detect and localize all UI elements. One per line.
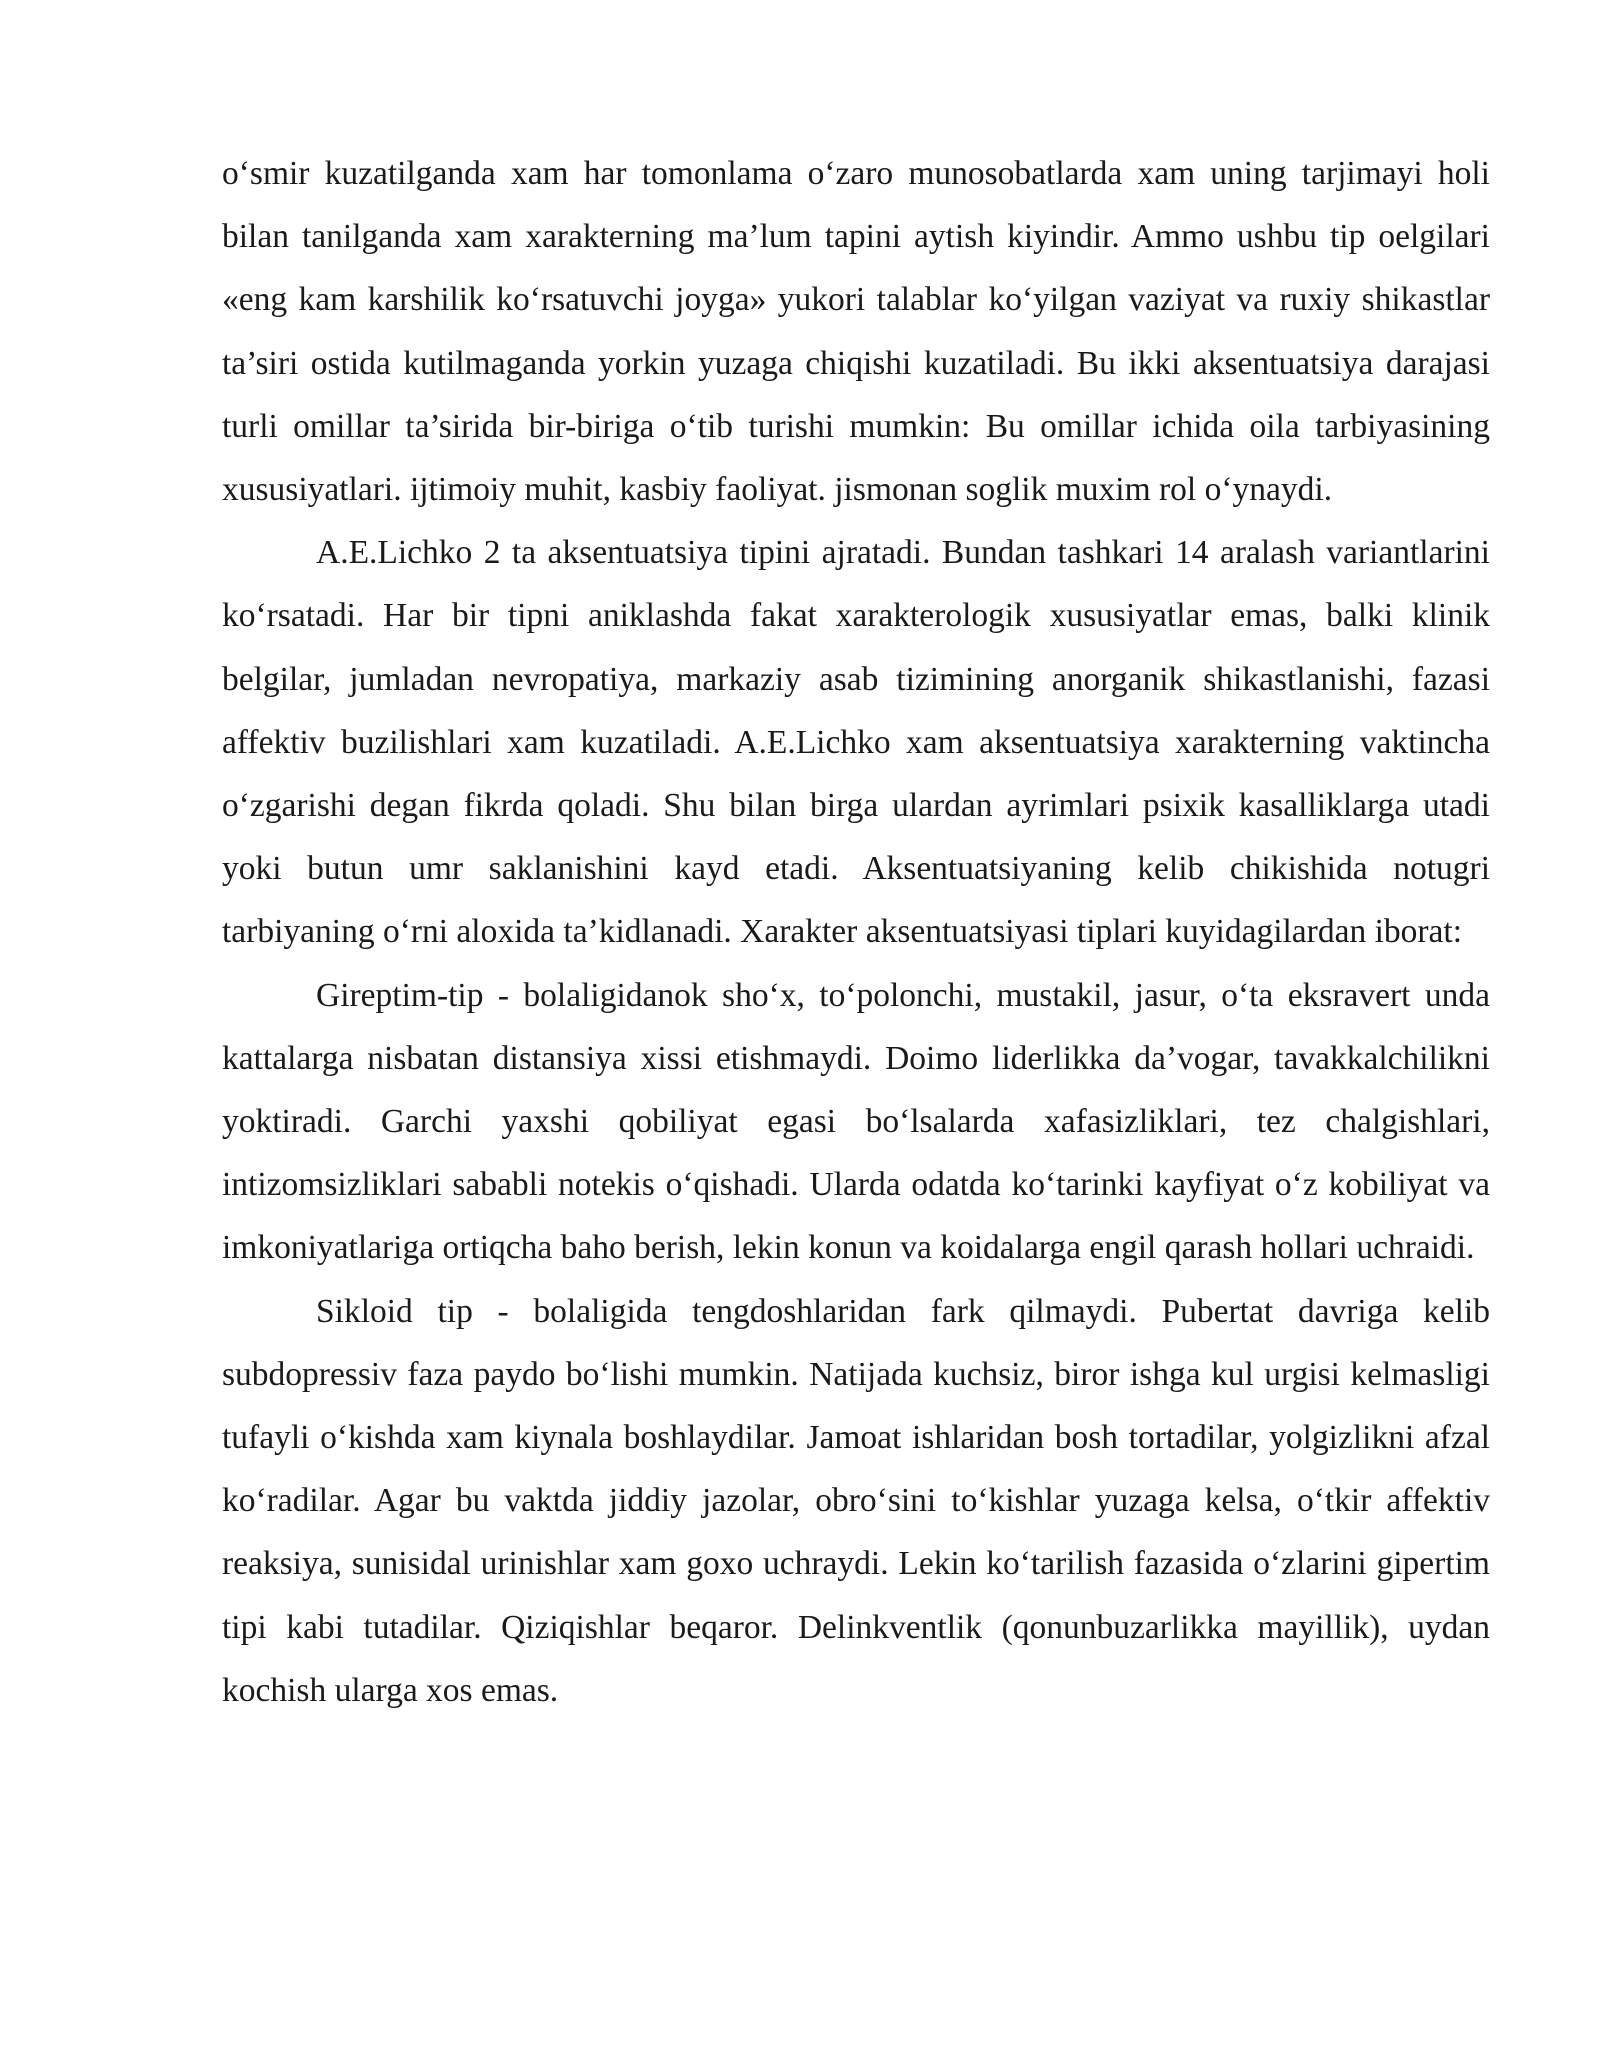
document-page [222,142,1490,1722]
paragraph-continuation: o‘smir kuzatilganda xam har tomonlama o‘zaro munosobatlarda xam uning tarjimayi holi bilan tanilganda xam xarakterning ma’lum tapini aytish kiyindir. Ammo ushbu tip oelgilari «eng kam karshilik ko‘rsatuvchi joyga» yukori talablar ko‘yilgan vaziyat va ruxiy shikastlar ta’siri ostida kutilmaganda yorkin yuzaga chiqishi kuzatiladi. Bu ikki aksentuatsiya darajasi turli omillar ta’sirida bir-biriga o‘tib turishi mumkin: Bu omillar ichida oila tarbiyasining xususiyatlari. ijtimoiy muhit, kasbiy faoliyat. jismonan soglik muxim rol o‘ynaydi. [222,155,1490,509]
paragraph-gipertim-type: Gireptim-tip - bolaligidanok sho‘x, to‘polonchi, mustakil, jasur, o‘ta eksravert unda kattalarga nisbatan distansiya xissi etishmaydi. Doimo liderlikka da’vogar, tavakkalchilikni yoktiradi. Garchi yaxshi qobiliyat egasi bo‘lsalarda xafasizliklari, tez chalgishlari, intizomsizliklari sababli notekis o‘qishadi. Ularda odatda ko‘tarinki kayfiyat o‘z kobiliyat va imkoniyatlariga ortiqcha baho berish, lekin konun va koidalarga engil qarash hollari uchraidi. [222,976,1490,1267]
paragraph-sikloid-type: Sikloid tip - bolaligida tengdoshlaridan fark qilmaydi. Pubertat davriga kelib subdopressiv faza paydo bo‘lishi mumkin. Natijada kuchsiz, biror ishga kul urgisi kelmasligi tufayli o‘kishda xam kiynala boshlaydilar. Jamoat ishlaridan bosh tortadilar, yolgizlikni afzal ko‘radilar. Agar bu vaktda jiddiy jazolar, obro‘sini to‘kishlar yuzaga kelsa, o‘tkir affektiv reaksiya, sunisidal urinishlar xam goxo uchraydi. Lekin ko‘tarilish fazasida o‘zlarini gipertim tipi kabi tutadilar. Qiziqishlar beqaror. Delinkventlik (qonunbuzarlikka mayillik), uydan kochish ularga xos emas. [222,1292,1490,1709]
paragraph-lichko: A.E.Lichko 2 ta aksentuatsiya tipini ajratadi. Bundan tashkari 14 aralash variantlarini ko‘rsatadi. Har bir tipni aniklashda fakat xarakterologik xususiyatlar emas, balki klinik belgilar, jumladan nevropatiya, markaziy asab tizimining anorganik shikastlanishi, fazasi affektiv buzilishlari xam kuzatiladi. A.E.Lichko xam aksentuatsiya xarakterning vaktincha o‘zgarishi degan fikrda qoladi. Shu bilan birga ulardan ayrimlari psixik kasalliklarga utadi yoki butun umr saklanishini kayd etadi. Aksentuatsiyaning kelib chikishida notugri tarbiyaning o‘rni aloxida ta’kidlanadi. Xarakter aksentuatsiyasi tiplari kuyidagilardan iborat: [222,534,1490,951]
